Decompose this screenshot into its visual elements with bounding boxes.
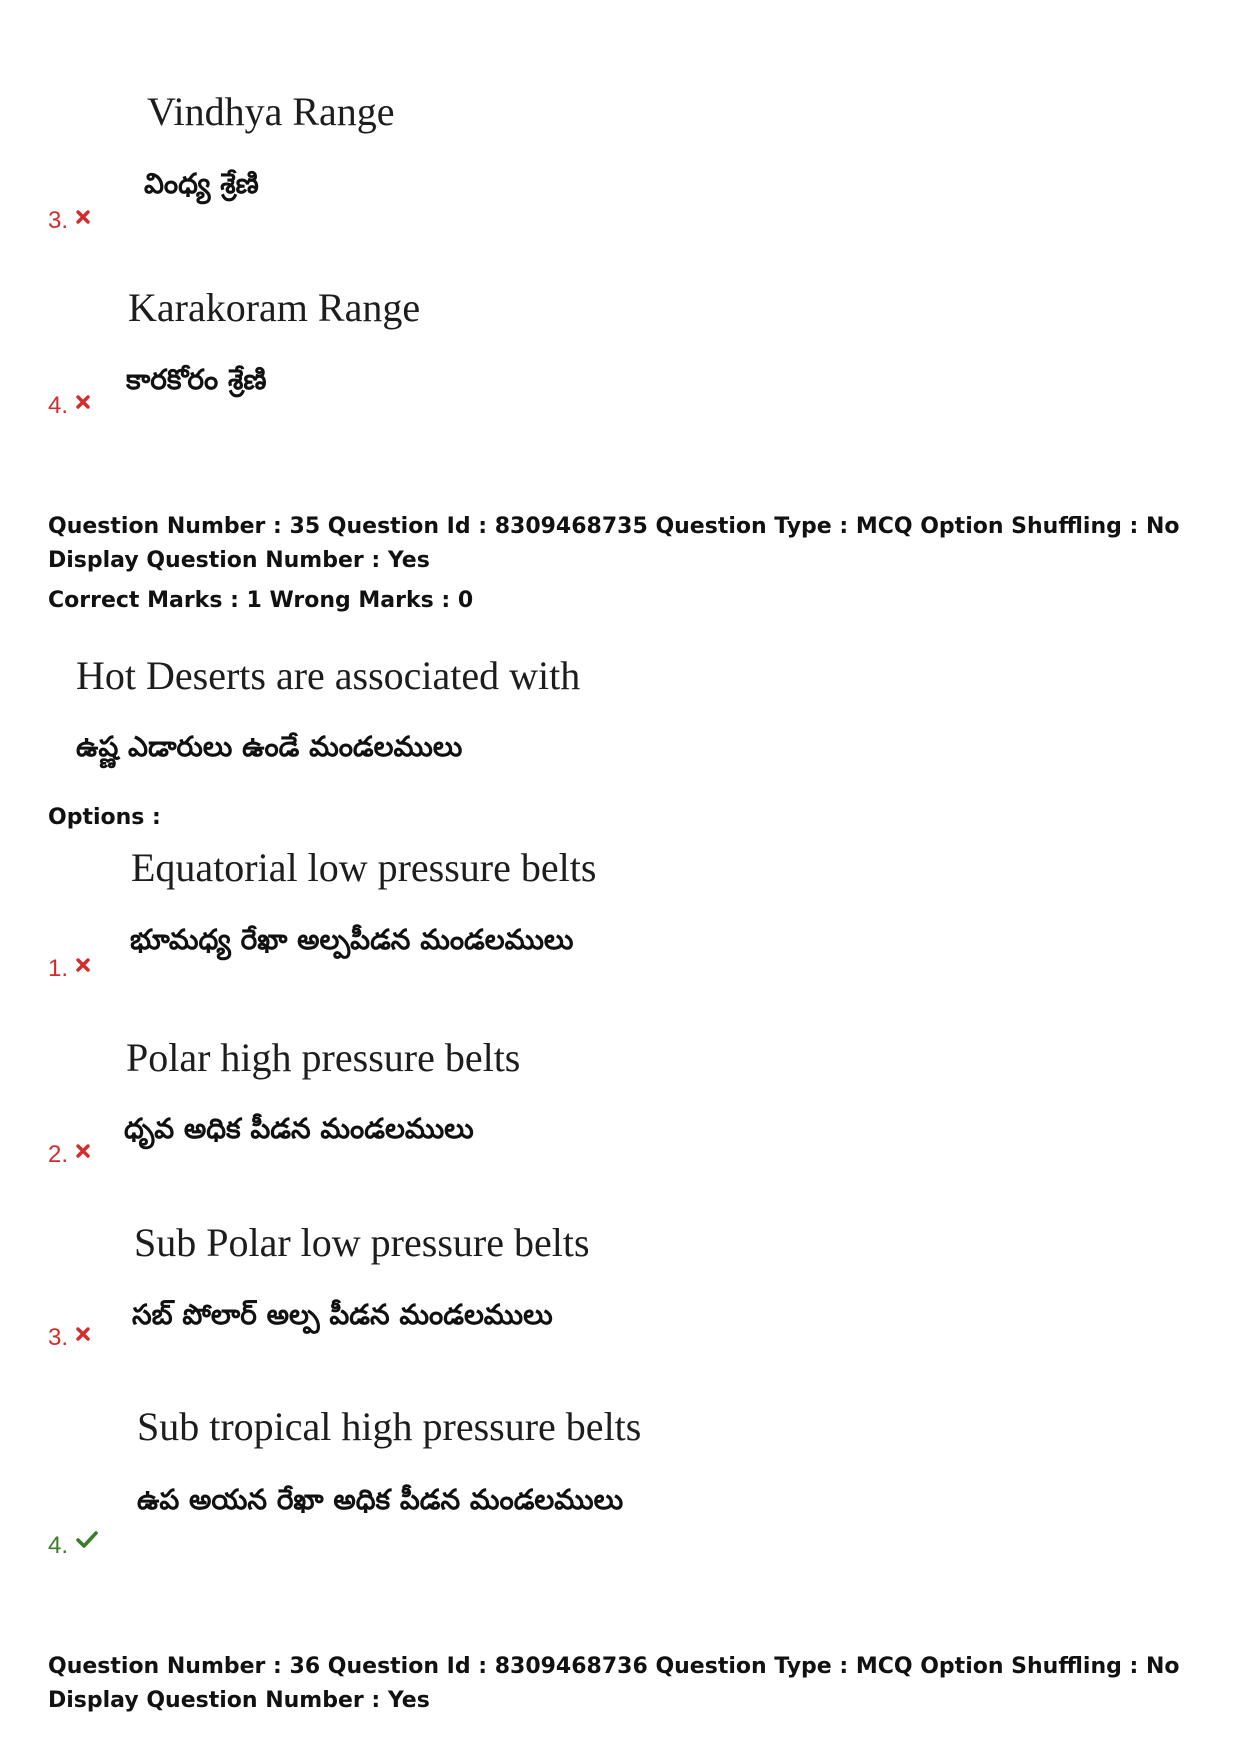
cross-icon bbox=[76, 388, 90, 416]
option-english-text: Sub tropical high pressure belts bbox=[137, 1404, 642, 1449]
cross-icon bbox=[76, 1320, 90, 1348]
cross-icon bbox=[76, 1137, 90, 1165]
option-english-text: Polar high pressure belts bbox=[126, 1035, 521, 1080]
option-number-label: 1. bbox=[48, 955, 69, 982]
option-number bbox=[48, 1528, 98, 1560]
option-number-label: 3. bbox=[48, 207, 69, 234]
options-label: Options : bbox=[48, 805, 161, 830]
option-number bbox=[48, 1320, 90, 1352]
option-number-label: 2. bbox=[48, 1141, 69, 1168]
question-header: Question Number : 35 Question Id : 8309468735 Question Type : MCQ Option Shuffling : No bbox=[48, 514, 1180, 539]
question-header: Question Number : 36 Question Id : 8309468736 Question Type : MCQ Option Shuffling : No bbox=[48, 1654, 1180, 1679]
option-english-text: Karakoram Range bbox=[128, 285, 421, 330]
question-header-display: Display Question Number : Yes bbox=[48, 1688, 430, 1713]
option-number-label: 4. bbox=[48, 1532, 69, 1559]
option-telugu-text: ఉప అయన రేఖా అధిక పీడన మండలములు bbox=[137, 1483, 624, 1516]
option-telugu-text: కారకోరం శ్రేణి bbox=[126, 363, 267, 396]
option-number-label: 4. bbox=[48, 392, 69, 419]
option-number bbox=[48, 388, 90, 420]
option-number bbox=[48, 1137, 90, 1169]
question-telugu-text: ఉష్ణ ఎడారులు ఉండే మండలములు bbox=[76, 730, 463, 763]
option-telugu-text: ధృవ అధిక పీడన మండలములు bbox=[124, 1112, 474, 1145]
cross-icon bbox=[76, 203, 90, 231]
option-english-text: Sub Polar low pressure belts bbox=[134, 1220, 590, 1265]
option-english-text: Equatorial low pressure belts bbox=[131, 845, 597, 890]
option-telugu-text: సబ్ పోలార్ అల్ప పీడన మండలములు bbox=[132, 1298, 553, 1331]
option-number bbox=[48, 203, 90, 235]
option-number bbox=[48, 951, 90, 983]
question-marks: Correct Marks : 1 Wrong Marks : 0 bbox=[48, 588, 474, 613]
option-telugu-text: వింధ్య శ్రేణి bbox=[144, 167, 259, 200]
question-header-display: Display Question Number : Yes bbox=[48, 548, 430, 573]
option-number-label: 3. bbox=[48, 1324, 69, 1351]
option-telugu-text: భూమధ్య రేఖా అల్పపీడన మండలములు bbox=[130, 923, 574, 956]
cross-icon bbox=[76, 951, 90, 979]
checkmark-icon bbox=[76, 1528, 98, 1556]
option-english-text: Vindhya Range bbox=[147, 89, 395, 134]
question-english-text: Hot Deserts are associated with bbox=[76, 653, 581, 698]
